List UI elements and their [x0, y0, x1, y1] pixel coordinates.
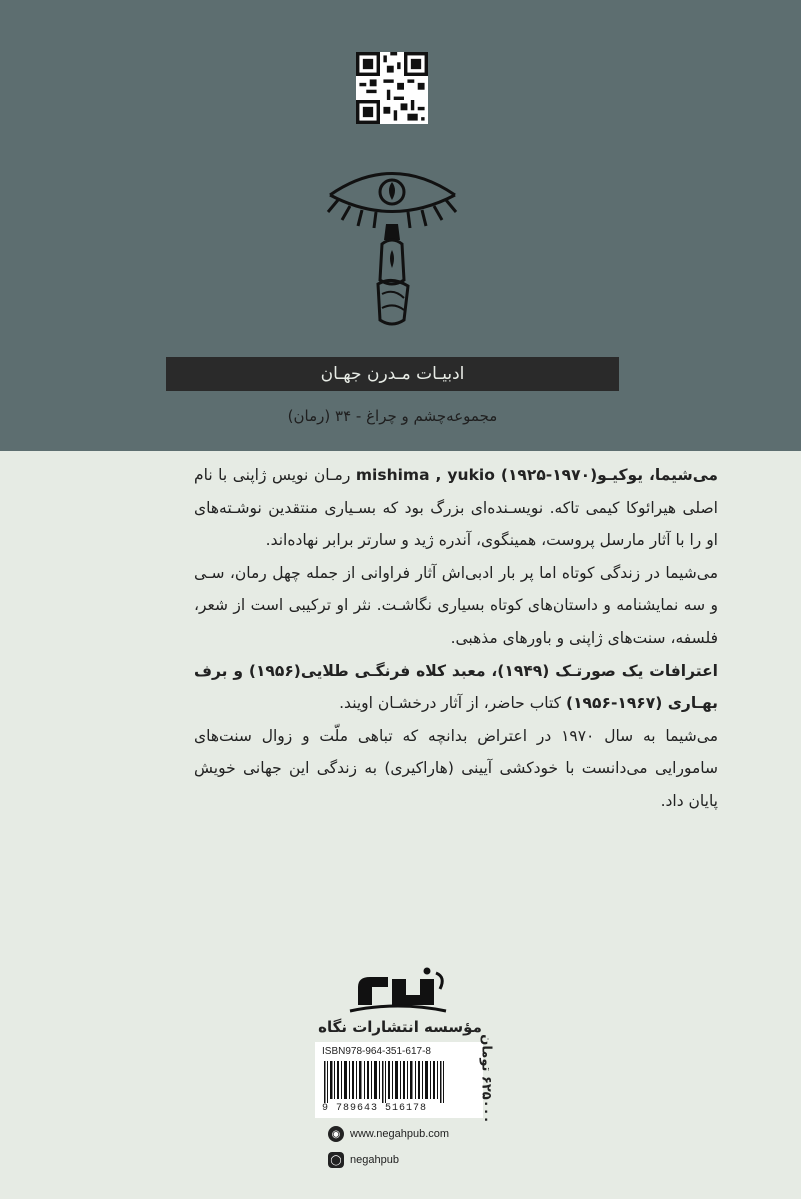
description-paragraph-4: می‌شیما به سال ۱۹۷۰ در اعتراض بدانچه که تباهی ملّت و زوال سنت‌های سامورایی می‌دانست با خودکشی آیینی (هاراکیری) به زندگی این جهانی خویش پایان داد. — [194, 726, 718, 810]
globe-icon: ◉ — [328, 1126, 344, 1142]
publisher-logo — [348, 965, 448, 1015]
publisher-name: مؤسسه انتشارات نگاه — [318, 1018, 482, 1036]
price-label: ۶۲۵۰۰۰ تومان — [478, 1034, 494, 1124]
qr-code-icon — [356, 52, 428, 124]
description-paragraph-2: می‌شیما در زندگی کوتاه اما پر بار ادبی‌اش آثار فراوانی از جمله چهل رمان، سـی و سه نمایشنامه و داستان‌های کوتاه بسیاری نگاشـت. نثر او ترکیبی است از شعر، فلسفه، سنت‌های ژاپنی و باورهای مذهبی. — [194, 563, 718, 647]
author-name: می‌شیما، یوکیـو(۱۹۷۰-۱۹۲۵) mishima , yukio — [355, 466, 718, 484]
website-url[interactable]: www.negahpub.com — [350, 1128, 450, 1140]
description-paragraph-3 — [194, 655, 718, 720]
series-subtitle: مجموعه‌چشم و چراغ - ۳۴ (رمان) — [287, 407, 498, 425]
author-bio: رمـان نویس ژاپنی با نام اصلی هیرائوکا کیمی تاکه. نویسـنده‌ای بزرگ بود که بسـیاری منتقدین نوشـته‌های او را با آثار مارسل پروست، همینگوی، آندره ژید و سارتر برابر نهاده‌اند. — [194, 466, 718, 550]
instagram-row[interactable] — [328, 1152, 399, 1168]
instagram-handle[interactable]: negahpub — [350, 1154, 399, 1166]
series-title: ادبیـات مـدرن جهـان — [166, 357, 619, 391]
instagram-icon: ◯ — [328, 1152, 344, 1168]
website-row[interactable] — [328, 1126, 449, 1142]
ean-number: 9 789643 516178 — [322, 1103, 428, 1114]
barcode-icon — [322, 1061, 454, 1103]
eye-lantern-emblem — [320, 160, 465, 335]
description-paragraph-1 — [194, 459, 718, 557]
notable-works-note: کتاب حاضر، از آثار درخشـان اویند. — [339, 694, 566, 713]
isbn-text: ISBN978-964-351-617-8 — [322, 1046, 431, 1057]
notable-works: اعترافات یک صورتـک (۱۹۴۹)، معبد کلاه فرنگـی طلایی(۱۹۵۶) و برف بهـاری (۱۹۶۷-۱۹۵۶) — [194, 661, 718, 713]
book-description — [194, 459, 718, 818]
